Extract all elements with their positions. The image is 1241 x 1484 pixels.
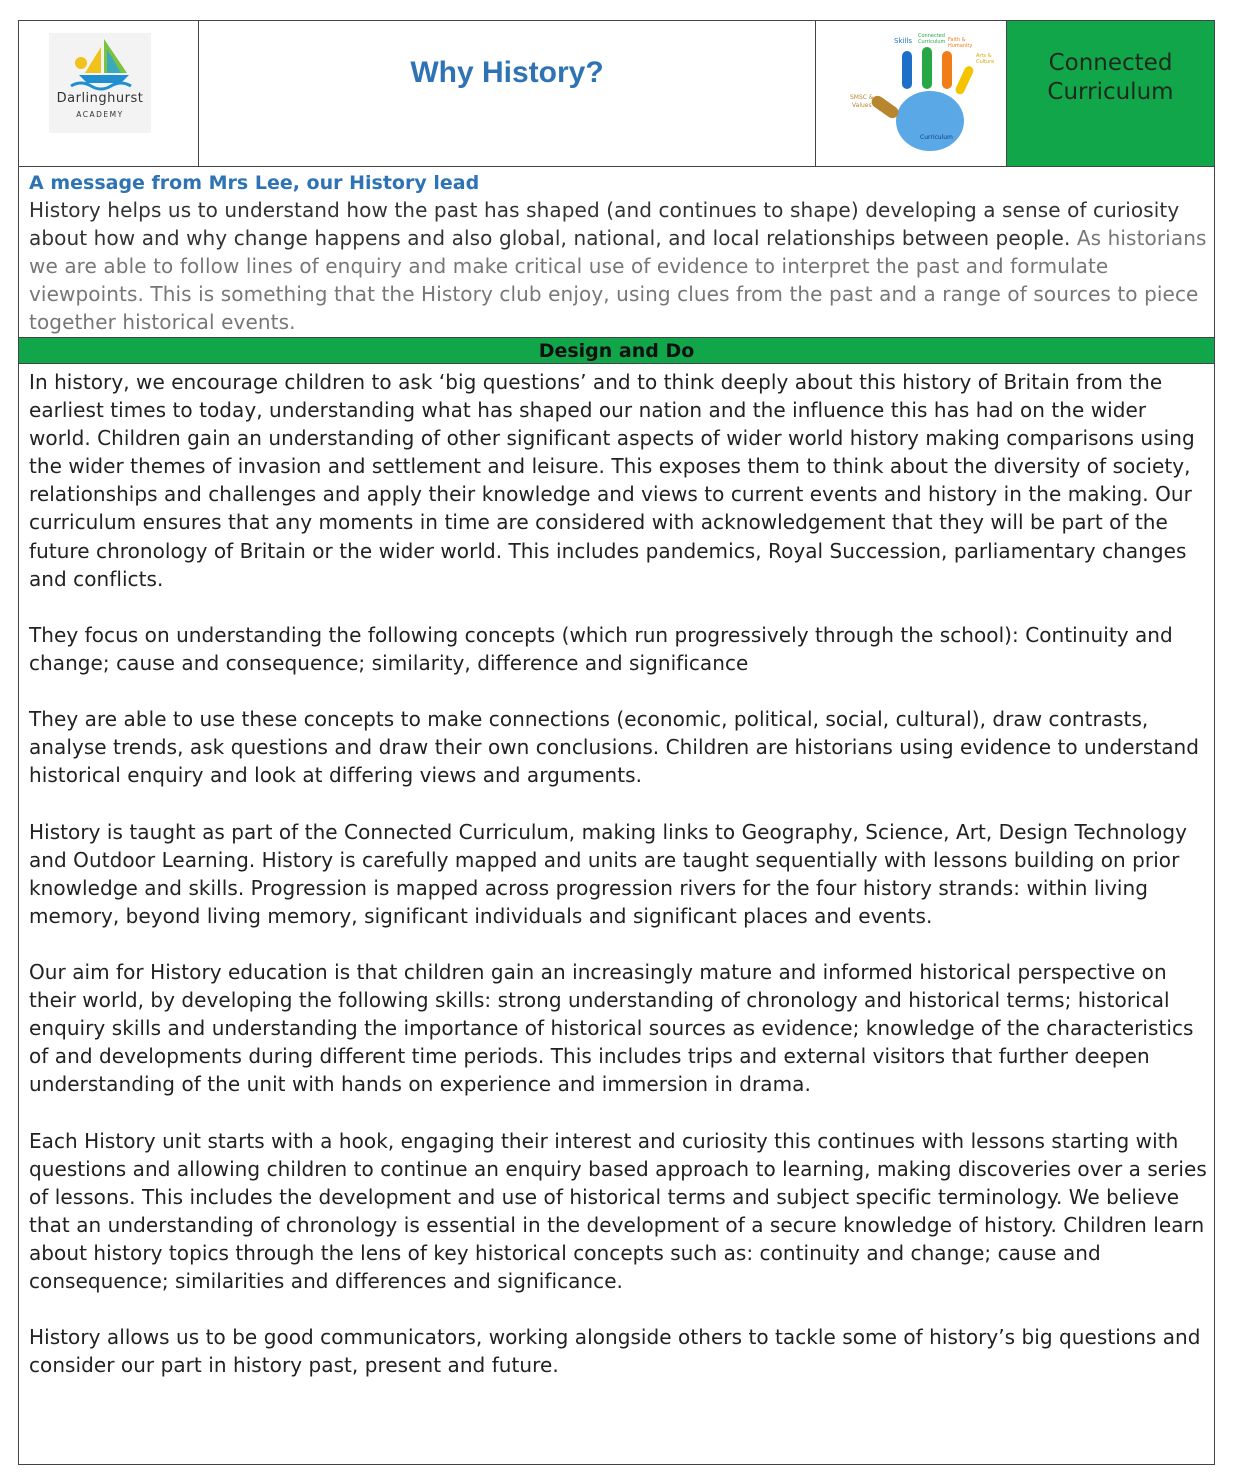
content-body xyxy=(29,368,1211,1407)
paragraph: Our aim for History education is that children gain an increasingly mature and informed historical perspective on their world, by developing the following skills: strong understanding of chronology and historical terms; historical enquiry skills and understanding the importance of historical sources as evidence; knowledge of the characteristics of and developments during different time periods. This includes trips and external visitors that further deepen understanding of the unit with hands on experience and immersion in drama. xyxy=(29,959,1194,1097)
svg-text:Culture: Culture xyxy=(976,59,995,65)
paragraph: In history, we encourage children to ask ‘big questions’ and to think deeply about this history of Britain from the earliest times to today, understanding what has shaped our nation and the influence this has had on the wider world. Children gain an understanding of other significant aspects of wider world history making comparisons using the wider themes of invasion and settlement and leisure. This exposes them to think about the diversity of society, relationships and challenges and apply their knowledge and views to current events and history in the making. Our curriculum ensures that any moments in time are considered with acknowledgement that they will be part of the future chronology of Britain or the wider world. This includes pandemics, Royal Succession, parliamentary changes and conflicts. xyxy=(29,370,1195,591)
section-title: Design and Do xyxy=(538,339,695,362)
page-title: Why History? xyxy=(410,55,604,89)
paragraph: History allows us to be good communicators, working alongside others to tackle some of history’s big questions and consider our part in history past, present and future. xyxy=(29,1325,1201,1378)
page-frame xyxy=(18,20,1215,1465)
message-body xyxy=(29,196,1209,336)
logo-cell xyxy=(19,21,199,166)
connected-curriculum-cell xyxy=(1007,21,1214,166)
lead-message xyxy=(29,170,1209,336)
logo-subtitle: ACADEMY xyxy=(76,110,124,119)
paragraph: Each History unit starts with a hook, engaging their interest and curiosity this continues with lessons starting with questions and allowing children to continue an enquiry based approach to learning, making discoveries over a series of lessons. This includes the development and use of historical terms and subject specific terminology. We believe that an understanding of chronology is essential in the development of a secure knowledge of history. Children learn about history topics through the lens of key historical concepts such as: continuity and change; cause and consequence; similarities and differences and significance. xyxy=(29,1128,1207,1293)
section-header-bar xyxy=(19,337,1214,364)
message-body-part2: As historians we are able to follow lines of enquiry and make critical use of evidence to interpret the past and formulate viewpoints. This is something that the History club enjoy, using clues from the past and a range of sources to piece together historical events. xyxy=(29,226,1207,334)
svg-text:SMSC &: SMSC & xyxy=(850,94,874,101)
connected-curriculum-line2: Curriculum xyxy=(1047,79,1174,105)
svg-text:Skills: Skills xyxy=(894,37,912,45)
school-logo xyxy=(49,33,151,133)
header-table xyxy=(19,21,1214,167)
hand-image-cell xyxy=(816,21,1007,166)
svg-text:Curriculum: Curriculum xyxy=(918,39,946,45)
connected-curriculum-line1: Connected xyxy=(1048,50,1173,76)
logo-name: Darlinghurst xyxy=(56,91,144,106)
sailboat-icon xyxy=(49,33,151,93)
svg-text:Faith &: Faith & xyxy=(948,37,966,43)
svg-text:Arts &: Arts & xyxy=(976,53,992,59)
svg-text:Values: Values xyxy=(852,102,872,109)
paragraph: They focus on understanding the following concepts (which run progressively through the school): Continuity and change; cause and consequence; similarity, difference and significance xyxy=(29,622,1173,675)
svg-text:Curriculum: Curriculum xyxy=(920,134,953,141)
title-cell xyxy=(199,21,816,166)
message-body-part1: History helps us to understand how the past has shaped (and continues to shape) developing a sense of curiosity about how and why change happens and also global, national, and local relationships between people. xyxy=(29,198,1180,250)
handprint-curriculum-icon xyxy=(816,21,1004,164)
paragraph: They are able to use these concepts to make connections (economic, political, social, cultural), draw contrasts, analyse trends, ask questions and draw their own conclusions. Children are historians using evidence to understand historical enquiry and look at differing views and arguments. xyxy=(29,707,1200,788)
message-heading: A message from Mrs Lee, our History lead xyxy=(29,172,480,194)
svg-text:Connected: Connected xyxy=(918,33,945,39)
paragraph: History is taught as part of the Connected Curriculum, making links to Geography, Science, Art, Design Technology and Outdoor Learning. History is carefully mapped and units are taught sequentially with lessons building on prior knowledge and skills. Progression is mapped across progression rivers for the four history strands: within living memory, beyond living memory, significant individuals and significant places and events. xyxy=(29,819,1187,928)
svg-text:Humanity: Humanity xyxy=(948,43,973,49)
